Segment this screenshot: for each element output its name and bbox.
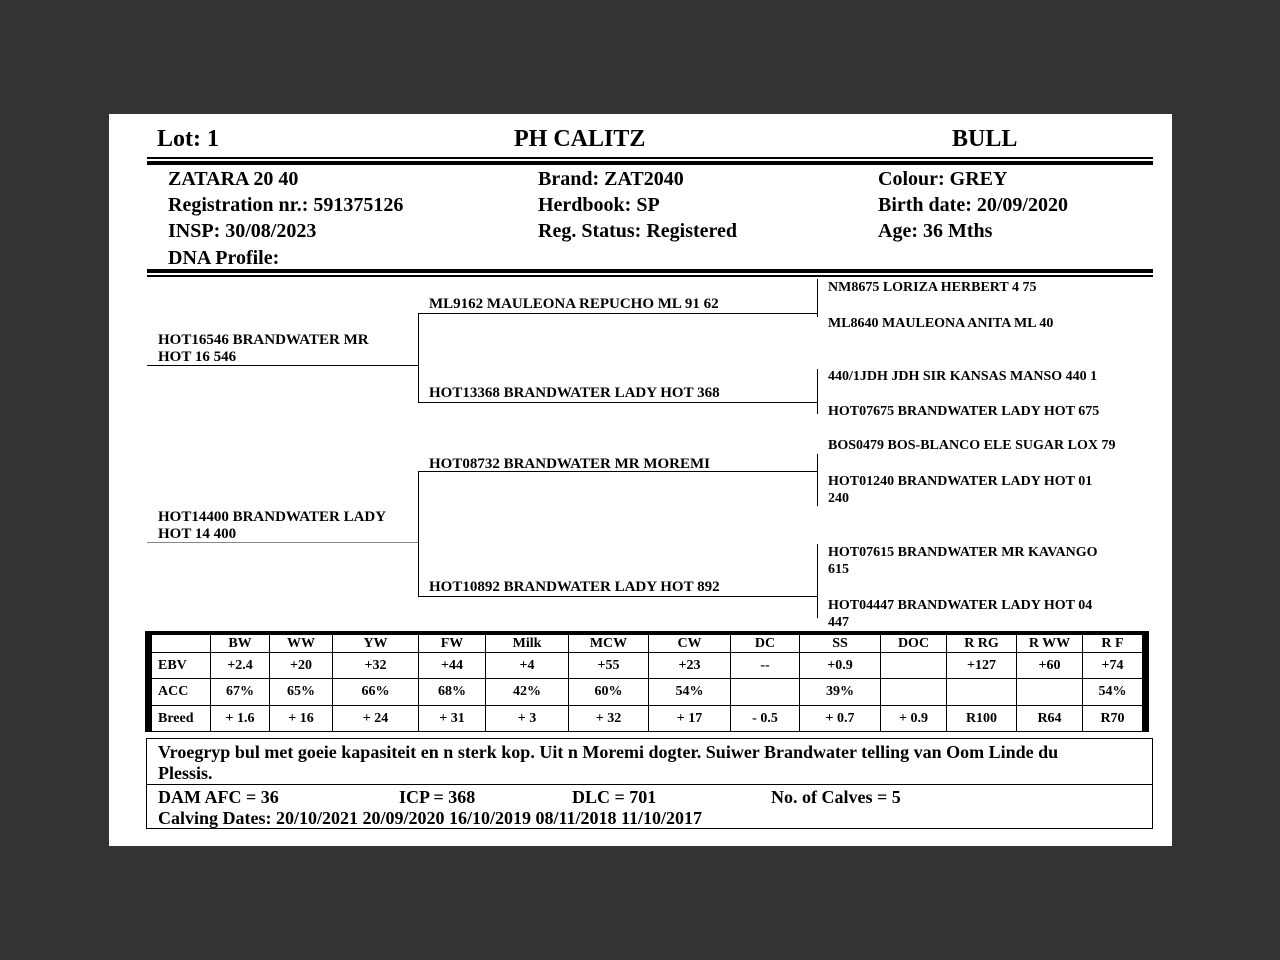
table-cell: -- bbox=[731, 653, 800, 679]
gg-bracket-3 bbox=[817, 454, 818, 506]
table-cell: R64 bbox=[1017, 706, 1083, 732]
dam-name: HOT14400 BRANDWATER LADY HOT 14 400 bbox=[158, 509, 387, 542]
comment-box bbox=[146, 738, 1153, 785]
registration-status: Reg. Status: Registered bbox=[538, 220, 738, 242]
ebv-header-row bbox=[149, 633, 1146, 653]
header-cell: DOC bbox=[881, 633, 947, 653]
table-cell: +74 bbox=[1083, 653, 1146, 679]
icp: ICP = 368 bbox=[399, 787, 476, 807]
table-cell bbox=[881, 679, 947, 706]
header-cell: R F bbox=[1083, 633, 1146, 653]
table-cell: + 17 bbox=[649, 706, 731, 732]
dam-bracket bbox=[418, 471, 419, 596]
header-cell: FW bbox=[419, 633, 486, 653]
animal-name: ZATARA 20 40 bbox=[168, 168, 299, 190]
row-label: EBV bbox=[149, 653, 211, 679]
table-cell: 66% bbox=[333, 679, 419, 706]
brand: Brand: ZAT2040 bbox=[538, 168, 684, 190]
table-cell: 65% bbox=[270, 679, 333, 706]
great-grandparent-5: BOS0479 BOS-BLANCO ELE SUGAR LOX 79 bbox=[828, 438, 1116, 453]
comment-line-2: Plessis. bbox=[158, 763, 213, 783]
table-cell: + 0.9 bbox=[881, 706, 947, 732]
ebv-table bbox=[145, 631, 1149, 732]
table-cell: + 32 bbox=[569, 706, 649, 732]
table-cell: R100 bbox=[947, 706, 1017, 732]
table-cell: +23 bbox=[649, 653, 731, 679]
header-cell: Milk bbox=[486, 633, 569, 653]
title-rule-bottom bbox=[147, 161, 1153, 165]
table-cell: 67% bbox=[211, 679, 270, 706]
table-cell: + 24 bbox=[333, 706, 419, 732]
sire-bracket bbox=[418, 313, 419, 402]
table-cell: +20 bbox=[270, 653, 333, 679]
sire-dam-line bbox=[418, 402, 817, 403]
animal-sex: BULL bbox=[952, 126, 1018, 152]
great-grandparent-8: HOT04447 BRANDWATER LADY HOT 04 447 bbox=[828, 598, 1093, 630]
header-cell: R RG bbox=[947, 633, 1017, 653]
table-cell bbox=[881, 653, 947, 679]
dam-dam-name: HOT10892 BRANDWATER LADY HOT 892 bbox=[429, 579, 720, 595]
table-cell: +2.4 bbox=[211, 653, 270, 679]
header-cell: DC bbox=[731, 633, 800, 653]
table-cell bbox=[731, 679, 800, 706]
table-cell: 60% bbox=[569, 679, 649, 706]
table-cell: +32 bbox=[333, 653, 419, 679]
great-grandparent-3: 440/1JDH JDH SIR KANSAS MANSO 440 1 bbox=[828, 369, 1098, 384]
dlc: DLC = 701 bbox=[572, 787, 657, 807]
table-cell bbox=[1017, 679, 1083, 706]
ebv-row bbox=[149, 653, 1146, 679]
table-cell: +60 bbox=[1017, 653, 1083, 679]
great-grandparent-4: HOT07675 BRANDWATER LADY HOT 675 bbox=[828, 404, 1100, 417]
table-cell: 68% bbox=[419, 679, 486, 706]
table-cell: +127 bbox=[947, 653, 1017, 679]
table-cell: + 16 bbox=[270, 706, 333, 732]
gg-bracket-2 bbox=[817, 369, 818, 414]
header-cell: SS bbox=[800, 633, 881, 653]
header-cell: BW bbox=[211, 633, 270, 653]
header-cell: R WW bbox=[1017, 633, 1083, 653]
table-cell: + 31 bbox=[419, 706, 486, 732]
table-cell: 39% bbox=[800, 679, 881, 706]
table-cell: + 0.7 bbox=[800, 706, 881, 732]
number-of-calves: No. of Calves = 5 bbox=[771, 787, 901, 807]
table-cell: R70 bbox=[1083, 706, 1146, 732]
great-grandparent-6: HOT01240 BRANDWATER LADY HOT 01 240 bbox=[828, 474, 1093, 506]
table-cell: +44 bbox=[419, 653, 486, 679]
great-grandparent-1: NM8675 LORIZA HERBERT 4 75 bbox=[828, 280, 1037, 295]
gg-bracket-1 bbox=[817, 279, 818, 317]
sire-dam-name: HOT13368 BRANDWATER LADY HOT 368 bbox=[429, 385, 720, 401]
calving-dates: Calving Dates: 20/10/2021 20/09/2020 16/10/2019 08/11/2018 11/10/2017 bbox=[158, 808, 703, 828]
acc-row bbox=[149, 679, 1146, 706]
breed-row bbox=[149, 706, 1146, 732]
age: Age: 36 Mths bbox=[878, 220, 993, 242]
table-cell bbox=[947, 679, 1017, 706]
inspection-date: INSP: 30/08/2023 bbox=[168, 220, 317, 242]
breeder-name: PH CALITZ bbox=[514, 126, 646, 152]
great-grandparent-7: HOT07615 BRANDWATER MR KAVANGO 615 bbox=[828, 545, 1098, 577]
birth-date: Birth date: 20/09/2020 bbox=[878, 194, 1068, 216]
row-label: ACC bbox=[149, 679, 211, 706]
sire-sire-name: ML9162 MAULEONA REPUCHO ML 91 62 bbox=[429, 296, 719, 312]
header-cell: YW bbox=[333, 633, 419, 653]
dna-profile: DNA Profile: bbox=[168, 247, 280, 269]
header-cell bbox=[149, 633, 211, 653]
table-cell: +55 bbox=[569, 653, 649, 679]
dam-afc: DAM AFC = 36 bbox=[158, 787, 279, 807]
lot-number: Lot: 1 bbox=[157, 126, 219, 152]
table-cell: +4 bbox=[486, 653, 569, 679]
table-cell: + 3 bbox=[486, 706, 569, 732]
title-rule-top bbox=[147, 157, 1153, 159]
table-cell: 54% bbox=[1083, 679, 1146, 706]
dam-stats-box bbox=[146, 784, 1153, 829]
colour: Colour: GREY bbox=[878, 168, 1008, 190]
herdbook: Herdbook: SP bbox=[538, 194, 660, 216]
dam-sire-name: HOT08732 BRANDWATER MR MOREMI bbox=[429, 456, 710, 472]
dam-dam-line bbox=[418, 596, 817, 597]
table-cell: + 1.6 bbox=[211, 706, 270, 732]
header-cell: WW bbox=[270, 633, 333, 653]
header-cell: MCW bbox=[569, 633, 649, 653]
table-cell: - 0.5 bbox=[731, 706, 800, 732]
great-grandparent-2: ML8640 MAULEONA ANITA ML 40 bbox=[828, 316, 1054, 331]
comment-line-1: Vroegryp bul met goeie kapasiteit en n sterk kop. Uit n Moremi dogter. Suiwer Brandwater telling van Oom Linde du bbox=[158, 742, 1059, 762]
lot-card bbox=[109, 114, 1172, 846]
row-label: Breed bbox=[149, 706, 211, 732]
info-rule-top bbox=[147, 269, 1153, 273]
sire-sire-line bbox=[418, 313, 817, 314]
info-rule-bottom bbox=[147, 275, 1153, 277]
sire-name: HOT16546 BRANDWATER MR HOT 16 546 bbox=[158, 332, 369, 365]
gg-bracket-4 bbox=[817, 544, 818, 618]
header-cell: CW bbox=[649, 633, 731, 653]
registration-number: Registration nr.: 591375126 bbox=[168, 194, 404, 216]
table-cell: 42% bbox=[486, 679, 569, 706]
table-cell: 54% bbox=[649, 679, 731, 706]
table-cell: +0.9 bbox=[800, 653, 881, 679]
